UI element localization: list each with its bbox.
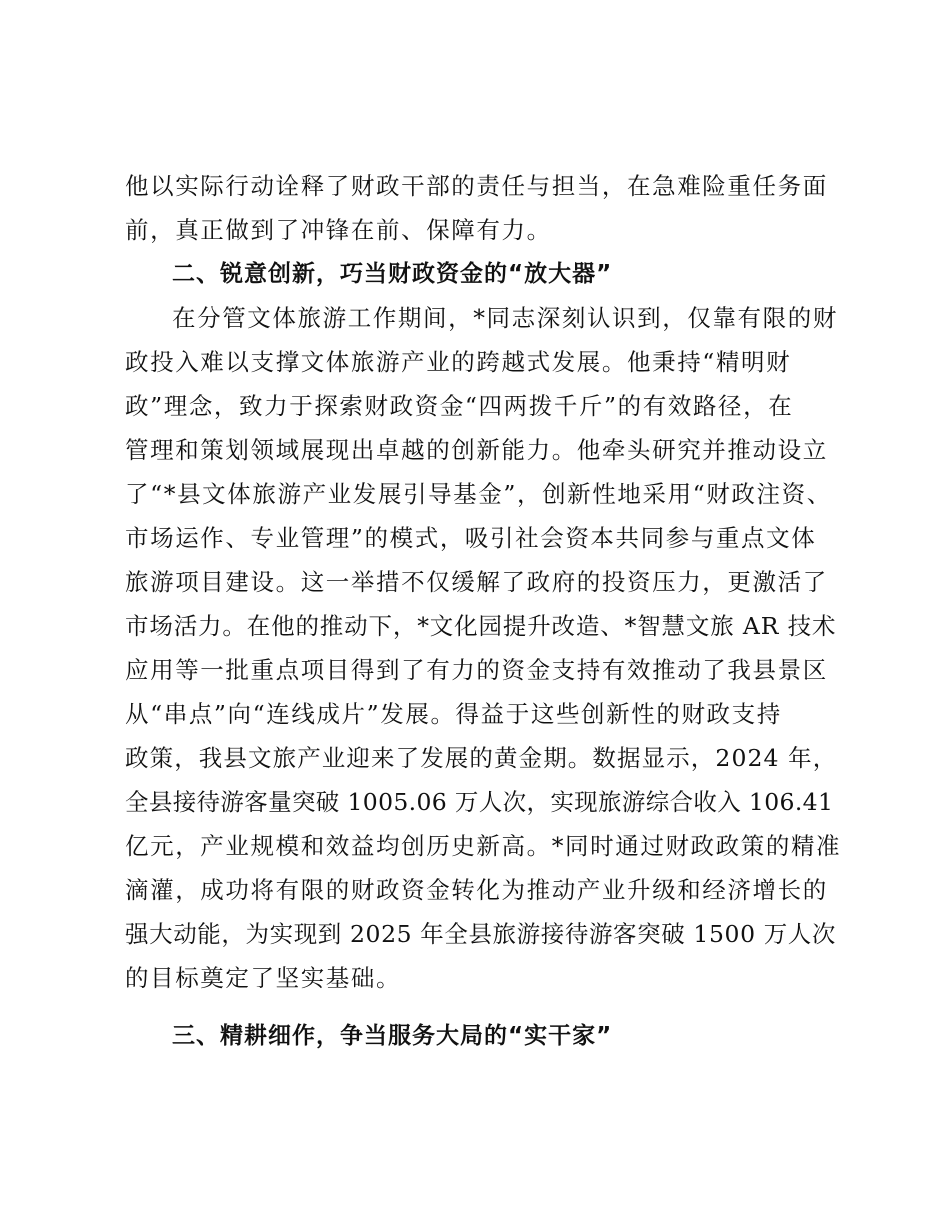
body-text-line: 管理和策划领域展现出卓越的创新能力。他牵头研究并推动设立 [125,436,828,464]
body-text-line: 的目标奠定了坚实基础。 [125,964,402,992]
body-text-line: 市场活力。在他的推动下，*文化园提升改造、*智慧文旅 AR 技术 [125,612,837,640]
body-text-line: 滴灌，成功将有限的财政资金转化为推动产业升级和经济增长的 [125,876,828,904]
body-text-line: 旅游项目建设。这一举措不仅缓解了政府的投资压力，更激活了 [125,568,828,596]
body-text-line: 市场运作、专业管理”的模式，吸引社会资本共同参与重点文体 [125,524,817,552]
body-text-line: 应用等一批重点项目得到了有力的资金支持有效推动了我县景区 [125,656,828,684]
body-text-line: 从“串点”向“连线成片”发展。得益于这些创新性的财政支持 [125,700,782,728]
body-text-line: 了“*县文体旅游产业发展引导基金”，创新性地采用“财政注资、 [125,480,832,508]
body-text-line: 在分管文体旅游工作期间，*同志深刻认识到，仅靠有限的财 [172,304,838,332]
body-text-line: 政投入难以支撑文体旅游产业的跨越式发展。他秉持“精明财 [125,348,792,376]
section-heading-3: 三、精耕细作，争当服务大局的“实干家” [172,1023,613,1049]
body-text-line: 前，真正做到了冲锋在前、保障有力。 [125,216,552,244]
body-text-line: 政”理念，致力于探索财政资金“四两拨千斤”的有效路径，在 [125,392,794,420]
body-text-line: 亿元，产业规模和效益均创历史新高。*同时通过财政政策的精准 [125,832,842,860]
body-text-line: 政策，我县文旅产业迎来了发展的黄金期。数据显示，2024 年， [125,744,838,772]
body-text-line: 强大动能，为实现到 2025 年全县旅游接待游客突破 1500 万人次 [125,920,836,948]
body-text-line: 全县接待游客量突破 1005.06 万人次，实现旅游综合收入 106.41 [125,788,834,816]
body-text-line: 他以实际行动诠释了财政干部的责任与担当，在急难险重任务面 [125,172,828,200]
section-heading-2: 二、锐意创新，巧当财政资金的“放大器” [172,261,613,287]
